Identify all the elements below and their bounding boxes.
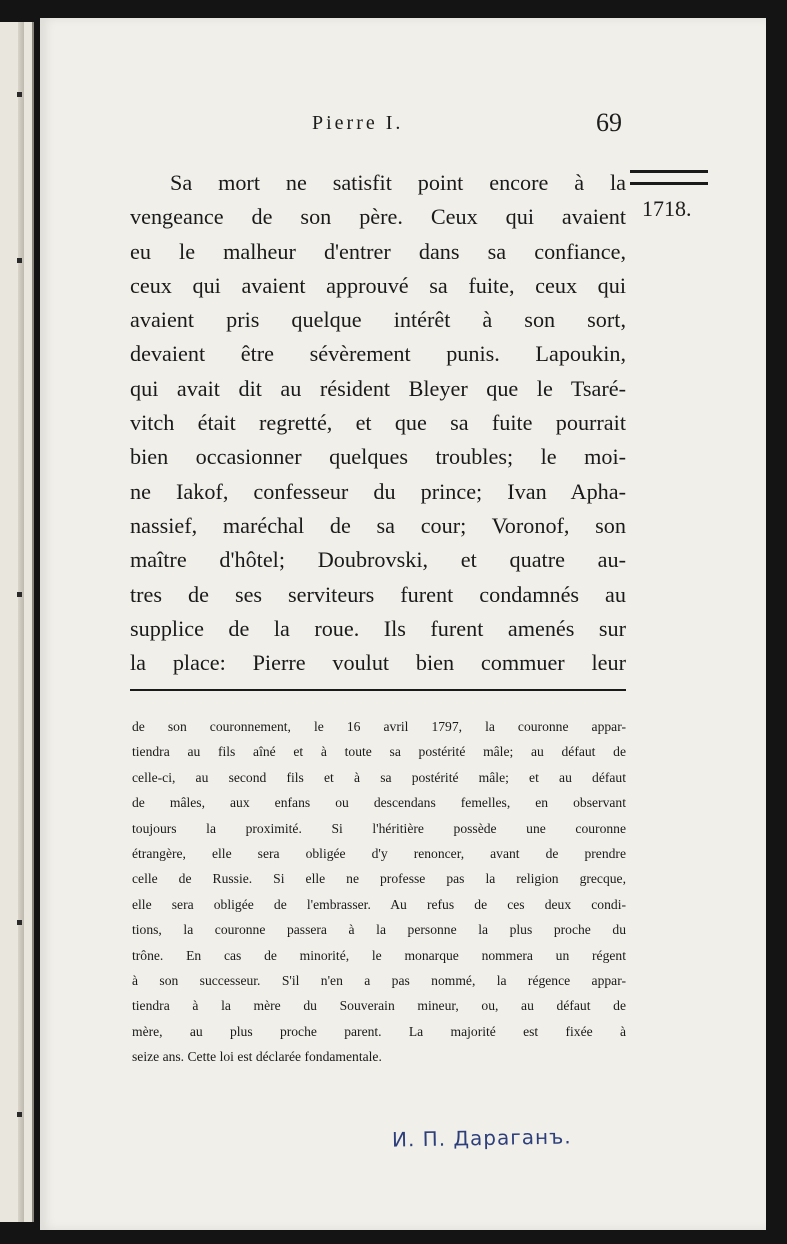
footnote-line: tions, la couronne passera à la personne la plus proche du <box>132 922 626 938</box>
margin-mark <box>17 1112 22 1117</box>
main-text-line: vengeance de son père. Ceux qui avaient <box>130 204 626 230</box>
ownership-stamp: И. П. Дараганъ. <box>391 1124 572 1152</box>
margin-year: 1718. <box>642 196 692 221</box>
main-text-line: eu le malheur d'entrer dans sa confiance, <box>130 238 626 264</box>
main-text-line: bien occasionner quelques troubles; le moi- <box>130 444 626 470</box>
margin-mark <box>17 920 22 925</box>
main-text-line: avaient pris quelque intérêt à son sort, <box>130 307 626 333</box>
footnote-line: mère, au plus proche parent. La majorité est fixée à <box>132 1023 626 1039</box>
page-gutter <box>18 22 24 1222</box>
footnote <box>132 714 626 1070</box>
running-title: Pierre I. <box>312 112 404 134</box>
footnote-line: celle de Russie. Si elle ne professe pas la religion grecque, <box>132 871 626 887</box>
main-text-line: la place: Pierre voulut bien commuer leur <box>130 650 626 676</box>
main-text-line: supplice de la roue. Ils furent amenés sur <box>130 615 626 641</box>
footnote-line: de mâles, aux enfans ou descendans femelles, en observant <box>132 795 626 811</box>
main-text-line: tres de ses serviteurs furent condamnés au <box>130 581 626 607</box>
main-text-line: Sa mort ne satisfit point encore à la <box>170 170 626 195</box>
main-text-line: vitch était regretté, et que sa fuite pourrait <box>130 410 626 436</box>
main-text-line: ceux qui avaient approuvé sa fuite, ceux qui <box>130 272 626 298</box>
margin-mark <box>17 258 22 263</box>
main-text <box>130 166 626 680</box>
margin-rule <box>630 170 708 173</box>
main-text-line: maître d'hôtel; Doubrovski, et quatre au- <box>130 547 626 573</box>
footnote-line: toujours la proximité. Si l'héritière possède une couronne <box>132 820 626 836</box>
footnote-line: celle-ci, au second fils et à sa postérité mâle; et au défaut <box>132 769 626 785</box>
page-number: 69 <box>596 108 622 137</box>
footnote-line: trône. En cas de minorité, le monarque nommera un régent <box>132 947 626 963</box>
main-text-line: nassief, maréchal de sa cour; Voronof, son <box>130 512 626 538</box>
main-text-line: qui avait dit au résident Bleyer que le Tsaré- <box>130 375 626 401</box>
main-text-line: ne Iakof, confesseur du prince; Ivan Apha- <box>130 478 626 504</box>
footnote-line: elle sera obligée de l'embrasser. Au refus de ces deux condi- <box>132 896 626 912</box>
footnote-line: seize ans. Cette loi est déclarée fondamentale. <box>132 1049 382 1065</box>
footnote-line: de son couronnement, le 16 avril 1797, la couronne appar- <box>132 719 626 734</box>
margin-mark <box>17 92 22 97</box>
footnote-line: tiendra à la mère du Souverain mineur, ou, au défaut de <box>132 998 626 1014</box>
facing-page-edge <box>0 22 34 1222</box>
footnote-line: à son successeur. S'il n'en a pas nommé, la régence appar- <box>132 973 626 989</box>
margin-mark <box>17 592 22 597</box>
footnote-line: étrangère, elle sera obligée d'y renoncer, avant de prendre <box>132 846 626 862</box>
margin-rule <box>630 182 708 185</box>
main-text-line: devaient être sévèrement punis. Lapoukin, <box>130 341 626 367</box>
footnote-line: tiendra au fils aîné et à toute sa postérité mâle; au défaut de <box>132 744 626 760</box>
footnote-rule <box>130 689 626 691</box>
